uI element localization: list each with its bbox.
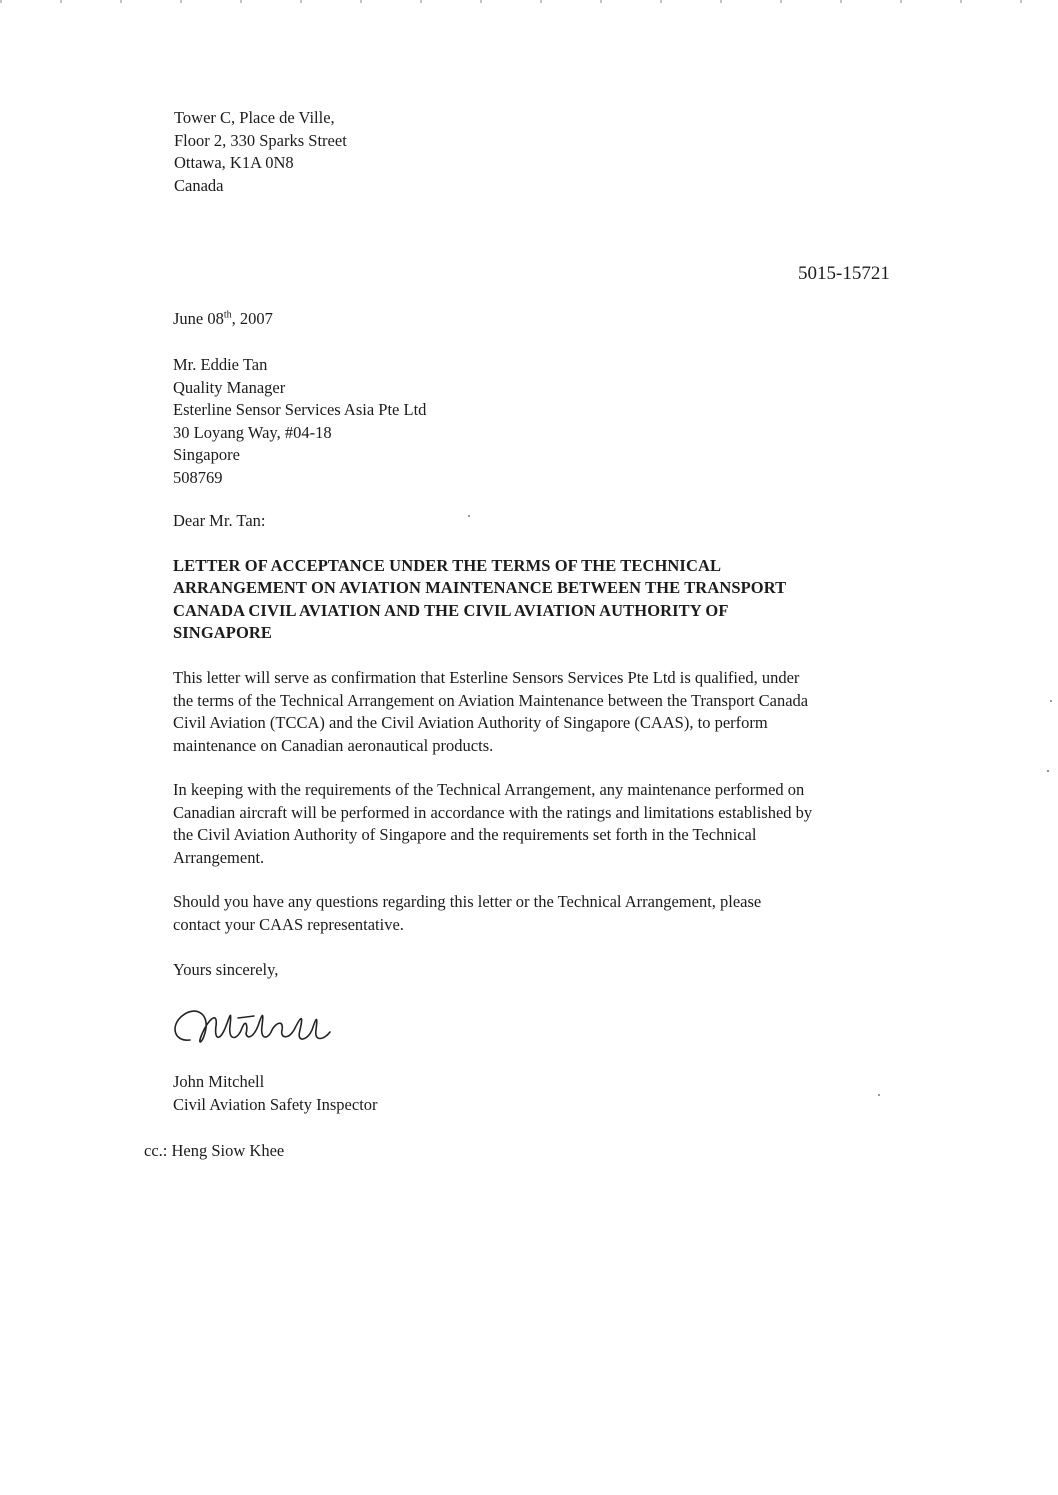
cc-line: cc.: Heng Siow Khee	[144, 1141, 285, 1160]
signatory-block	[173, 1071, 378, 1116]
sender-address-line: Ottawa, K1A 0N8	[174, 153, 294, 172]
subject-line: SINGAPORE	[173, 622, 272, 642]
closing: Yours sincerely,	[173, 960, 279, 979]
subject-line: LETTER OF ACCEPTANCE UNDER THE TERMS OF THE TECHNICAL	[173, 556, 722, 575]
paragraph-line: the terms of the Technical Arrangement on Aviation Maintenance between the Transport Canada	[173, 690, 809, 710]
date-day: June 08	[173, 309, 224, 328]
recipient-line: Mr. Eddie Tan	[173, 355, 268, 374]
date-ordinal: th	[223, 309, 232, 321]
scan-speck	[878, 1094, 880, 1096]
subject-line: ARRANGEMENT ON AVIATION MAINTENANCE BETWEEN THE TRANSPORT	[173, 578, 787, 598]
letter-date	[173, 309, 273, 329]
body-paragraph-requirements	[173, 779, 953, 869]
recipient-line: 30 Loyang Way, #04-18	[173, 422, 332, 442]
sender-address-line: Floor 2, 330 Sparks Street	[174, 130, 347, 150]
paragraph-line: Should you have any questions regarding this letter or the Technical Arrangement, please	[173, 892, 762, 911]
recipient-line: Quality Manager	[173, 377, 286, 397]
salutation: Dear Mr. Tan:	[173, 511, 266, 530]
scan-speck	[468, 515, 470, 517]
paragraph-line: the Civil Aviation Authority of Singapore and the requirements set forth in the Technical	[173, 825, 757, 844]
paragraph-line: In keeping with the requirements of the Technical Arrangement, any maintenance performed on	[173, 780, 805, 799]
paragraph-line: Civil Aviation (TCCA) and the Civil Aviation Authority of Singapore (CAAS), to perform	[173, 713, 768, 732]
signatory-title: Civil Aviation Safety Inspector	[173, 1094, 378, 1114]
subject-line: CANADA CIVIL AVIATION AND THE CIVIL AVIATION AUTHORITY OF	[173, 600, 729, 620]
scan-speck	[1050, 700, 1052, 702]
reference-number: 5015-15721	[798, 263, 890, 284]
paragraph-line: maintenance on Canadian aeronautical products.	[173, 735, 494, 755]
subject-heading	[173, 555, 933, 644]
paragraph-line: Canadian aircraft will be performed in accordance with the ratings and limitations established by	[173, 802, 813, 822]
scan-edge-artifact	[0, 0, 1058, 3]
paragraph-line: contact your CAAS representative.	[173, 914, 404, 934]
paragraph-line: This letter will serve as confirmation that Esterline Sensors Services Pte Ltd is qualified, under	[173, 668, 800, 687]
body-paragraph-questions	[173, 891, 953, 936]
recipient-address	[173, 354, 426, 489]
sender-address-line: Tower C, Place de Ville,	[174, 108, 335, 127]
handwritten-signature	[168, 996, 368, 1058]
signatory-name: John Mitchell	[173, 1072, 265, 1091]
date-year: , 2007	[231, 309, 273, 328]
sender-address-line: Canada	[174, 175, 224, 195]
recipient-line: Esterline Sensor Services Asia Pte Ltd	[173, 400, 427, 419]
recipient-line: 508769	[173, 467, 223, 487]
sender-address	[174, 107, 347, 197]
paragraph-line: Arrangement.	[173, 847, 265, 867]
scan-speck	[1047, 770, 1049, 772]
recipient-line: Singapore	[173, 445, 240, 464]
body-paragraph-confirmation	[173, 667, 953, 757]
